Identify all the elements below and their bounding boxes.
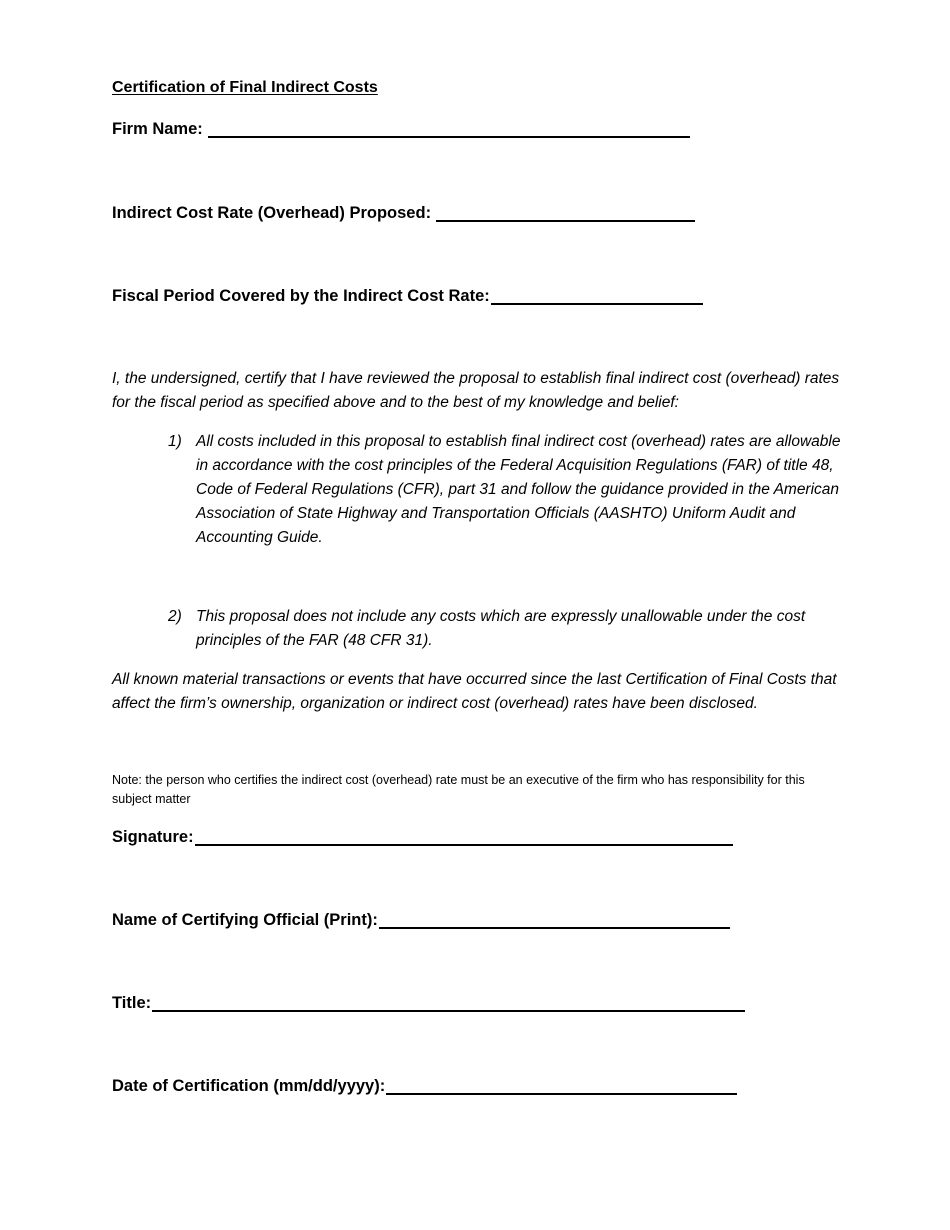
fiscal-period-input-line[interactable]	[491, 287, 703, 305]
official-title-field	[112, 994, 745, 1013]
firm-name-field	[112, 120, 690, 139]
firm-name-label: Firm Name:	[112, 120, 203, 138]
official-name-input-line[interactable]	[379, 911, 730, 929]
disclosure-statement: All known material transactions or events that have occurred since the last Certification of Final Costs that affect the firm’s ownership, organization or indirect cost (overhead) rates have been disclosed.	[112, 671, 837, 712]
list-item-text: All costs included in this proposal to establish final indirect cost (overhead) rates are allowable in accordance with the cost principles of the Federal Acquisition Regulations (FAR) of title 48, Code of Federal Regulations (CFR), part 31 and follow the guidance provided in the American Association of State Highway and Transportation Officials (AASHTO) Uniform Audit and Accounting Guide.	[196, 433, 841, 546]
fiscal-period-field	[112, 287, 703, 306]
executive-note: Note: the person who certifies the indirect cost (overhead) rate must be an executive of the firm who has responsibility for this subject matter	[112, 773, 805, 806]
certification-intro: I, the undersigned, certify that I have reviewed the proposal to establish final indirect cost (overhead) rates for the fiscal period as specified above and to the best of my knowledge and belief:	[112, 370, 840, 411]
certification-date-input-line[interactable]	[386, 1077, 737, 1095]
fiscal-period-label: Fiscal Period Covered by the Indirect Cost Rate:	[112, 287, 490, 305]
firm-name-input-line[interactable]	[208, 120, 690, 138]
indirect-rate-label: Indirect Cost Rate (Overhead) Proposed:	[112, 204, 432, 222]
indirect-rate-field	[112, 204, 695, 223]
official-name-label: Name of Certifying Official (Print):	[112, 911, 378, 929]
signature-label: Signature:	[112, 828, 194, 846]
official-title-label: Title:	[112, 994, 152, 1012]
official-title-input-line[interactable]	[152, 994, 745, 1012]
indirect-rate-input-line[interactable]	[436, 204, 695, 222]
certification-date-field	[112, 1077, 737, 1096]
signature-field	[112, 828, 733, 847]
signature-input-line[interactable]	[195, 828, 733, 846]
official-name-field	[112, 911, 730, 930]
certification-date-label: Date of Certification (mm/dd/yyyy):	[112, 1077, 386, 1095]
list-item-text: This proposal does not include any costs which are expressly unallowable under the cost principles of the FAR (48 CFR 31).	[196, 608, 806, 649]
list-item-number: 1)	[168, 433, 182, 450]
document-title: Certification of Final Indirect Costs	[112, 79, 378, 96]
list-item-number: 2)	[168, 608, 182, 625]
